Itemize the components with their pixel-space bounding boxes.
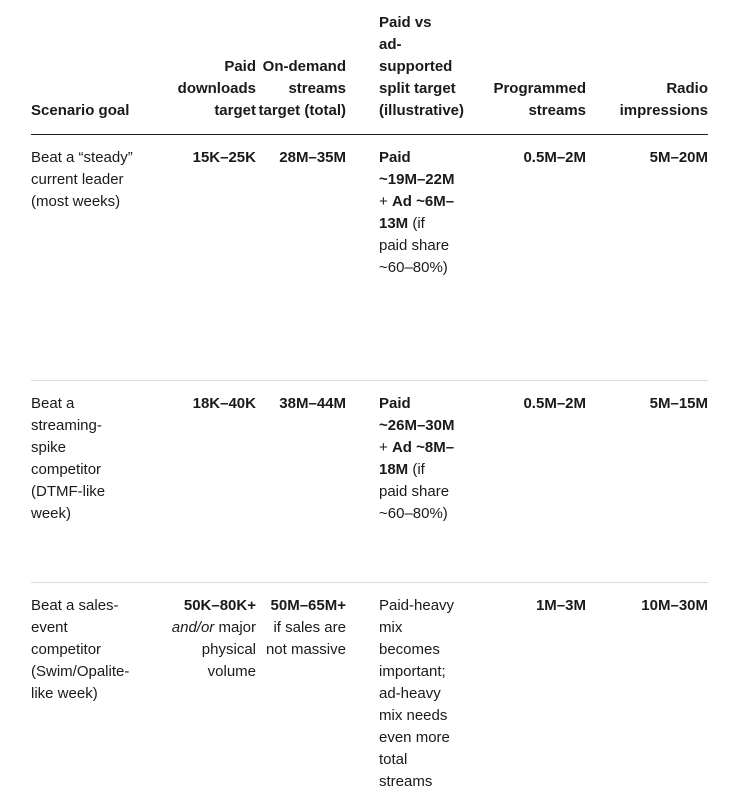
cell-programmed-streams (456, 135, 586, 381)
table-row (31, 381, 708, 583)
radio-value: 10M–30M (641, 597, 708, 614)
header-paid-downloads: Paid downloads target (146, 12, 256, 135)
downloads-value: 15K–25K (192, 149, 256, 166)
cell-paid-downloads (146, 135, 256, 381)
split-paid: Paid ~26M–30M (379, 395, 455, 434)
split-ad: Ad ~8M–18M (379, 439, 455, 478)
split-ad: Ad ~6M–13M (379, 193, 455, 232)
cell-split-target (346, 135, 456, 381)
header-programmed-streams: Programmed streams (456, 12, 586, 135)
cell-paid-downloads (146, 583, 256, 796)
cell-split-target: Paid-heavy mix becomes important; ad-heavy mix needs even more total streams (379, 597, 455, 790)
header-split-target: Paid vs ad-supported split target (illustrative) (346, 12, 456, 135)
split-paid: Paid ~19M–22M (379, 149, 455, 188)
split-note: (if paid share ~60–80%) (379, 461, 450, 522)
split-note: (if paid share ~60–80%) (379, 215, 450, 276)
downloads-extra: major physical volume (201, 619, 256, 680)
radio-value: 5M–15M (649, 395, 708, 412)
header-on-demand-streams: On-demand streams target (total) (256, 12, 346, 135)
cell-on-demand-streams (256, 583, 346, 796)
streams-value: 28M–35M (279, 149, 346, 166)
split-plus: + (379, 439, 392, 456)
cell-scenario-goal: Beat a “steady” current leader (most weeks) (31, 135, 146, 381)
programmed-value: 0.5M–2M (523, 149, 586, 166)
cell-scenario-goal: Beat a streaming-spike competitor (DTMF-like week) (31, 381, 146, 583)
table-row (31, 135, 708, 381)
split-plus: + (379, 193, 392, 210)
cell-radio-impressions (586, 381, 708, 583)
table-header (31, 12, 708, 135)
cell-on-demand-streams (256, 381, 346, 583)
downloads-value: 18K–40K (192, 395, 256, 412)
header-row (31, 12, 708, 135)
cell-paid-downloads (146, 381, 256, 583)
table-body (31, 135, 708, 796)
header-radio-impressions: Radio impressions (586, 12, 708, 135)
cell-scenario-goal: Beat a sales-event competitor (Swim/Opalite-like week) (31, 597, 130, 702)
cell-programmed-streams (456, 381, 586, 583)
downloads-value: 50K–80K+ (183, 597, 256, 614)
scenario-table (31, 12, 708, 795)
streams-value: 38M–44M (279, 395, 346, 412)
cell-split-target (346, 381, 456, 583)
table-row (31, 583, 708, 796)
cell-radio-impressions (586, 583, 708, 796)
downloads-note: and/or (171, 619, 215, 636)
programmed-value: 1M–3M (535, 597, 586, 614)
programmed-value: 0.5M–2M (523, 395, 586, 412)
cell-radio-impressions (586, 135, 708, 381)
radio-value: 5M–20M (649, 149, 708, 166)
cell-programmed-streams (456, 583, 586, 796)
header-scenario-goal: Scenario goal (31, 12, 146, 135)
streams-note: if sales are not massive (265, 619, 346, 658)
cell-on-demand-streams (256, 135, 346, 381)
streams-value: 50M–65M+ (270, 597, 346, 614)
